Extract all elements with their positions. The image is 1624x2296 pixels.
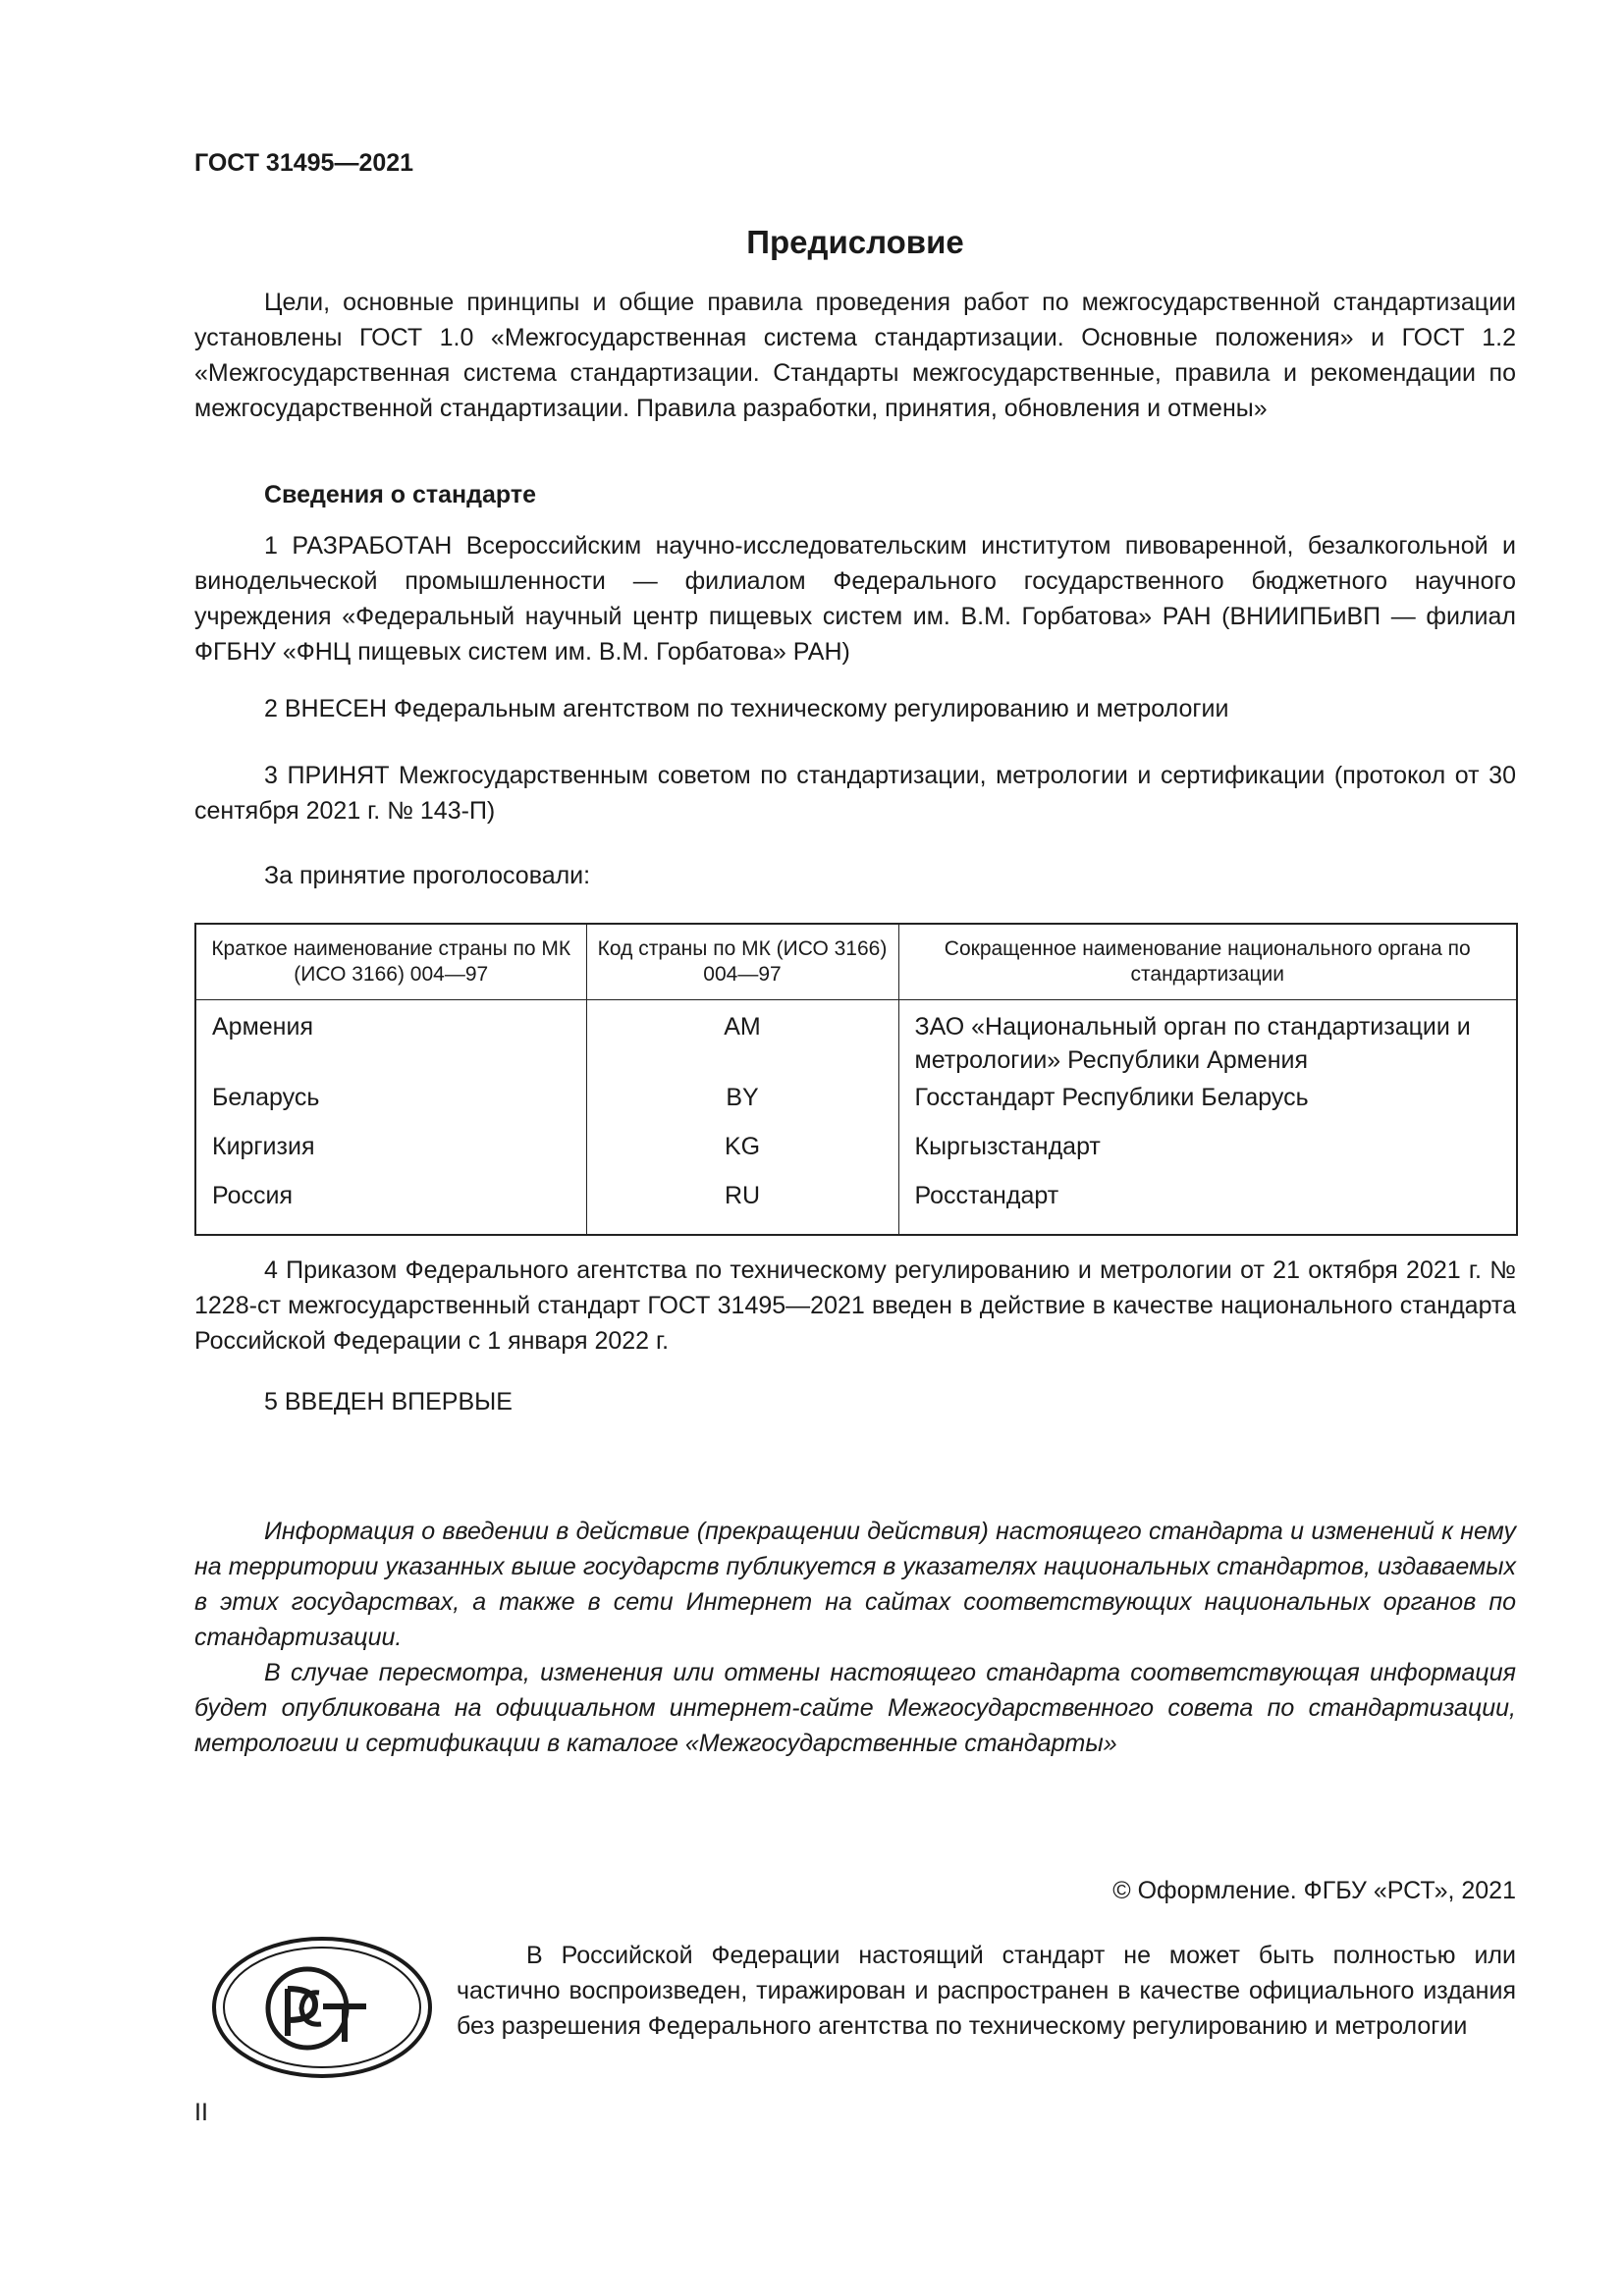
- cell-country: Россия: [212, 1182, 293, 1209]
- cell-country: Беларусь: [212, 1084, 320, 1111]
- page-number: II: [194, 2099, 208, 2126]
- column-header-code: Код страны по МК (ИСО 3166) 004—97: [586, 924, 898, 1000]
- vote-label: За принятие проголосовали:: [264, 862, 591, 889]
- table-row: [195, 1130, 1517, 1179]
- cell-country: Киргизия: [212, 1133, 315, 1160]
- rst-logo: [209, 1934, 435, 2086]
- cell-body: Росстандарт: [914, 1182, 1059, 1209]
- cell-code: RU: [586, 1179, 898, 1235]
- italic-info-paragraph-2: В случае пересмотра, изменения или отмены настоящего стандарта соответствующая информация будет опубликована на официальном интернет-сайте Межгосударственного совета по стандартизации, метрологии и сертификации в каталоге «Межгосударственные стандарты»: [194, 1659, 1516, 1757]
- table-row: [195, 1081, 1517, 1130]
- cell-country: Армения: [212, 1013, 313, 1041]
- intro-paragraph: Цели, основные принципы и общие правила проведения работ по межгосударственной стандартизации установлены ГОСТ 1.0 «Межгосударственная система стандартизации. Основные положения» и ГОСТ 1.2 «Межгосударственная система стандартизации. Стандарты межгосударственные, правила и рекомендации по межгосударственной стандартизации. Правила разработки, принятия, обновления и отмены»: [194, 289, 1516, 422]
- table-row: [195, 1179, 1517, 1235]
- copyright-line: © Оформление. ФГБУ «РСТ», 2021: [1112, 1877, 1516, 1904]
- page-title: Предисловие: [746, 224, 964, 260]
- rst-logo-icon: [209, 1934, 435, 2081]
- item-5-first-introduced: 5 ВВЕДЕН ВПЕРВЫЕ: [264, 1388, 513, 1415]
- item-2-introduced: 2 ВНЕСЕН Федеральным агентством по техническому регулированию и метрологии: [264, 695, 1229, 722]
- cell-code: AM: [586, 1000, 898, 1082]
- cell-body: ЗАО «Национальный орган по стандартизации и метрологии» Республики Армения: [914, 1013, 1471, 1074]
- cell-code: KG: [586, 1130, 898, 1179]
- item-1-developed: 1 РАЗРАБОТАН Всероссийским научно-исследовательским институтом пивоваренной, безалкогольной и винодельческой промышленности — филиалом Федерального государственного бюджетного научного учреждения «Федеральный научный центр пищевых систем им. В.М. Горбатова» РАН (ВНИИПБиВП — филиал ФГБНУ «ФНЦ пищевых систем им. В.М. Горбатова» РАН): [194, 532, 1516, 666]
- item-4-order: 4 Приказом Федерального агентства по техническому регулированию и метрологии от 21 октября 2021 г. № 1228-ст межгосударственный стандарт ГОСТ 31495—2021 введен в действие в качестве национального стандарта Российской Федерации с 1 января 2022 г.: [194, 1256, 1516, 1355]
- item-3-adopted: 3 ПРИНЯТ Межгосударственным советом по стандартизации, метрологии и сертификации (протокол от 30 сентября 2021 г. № 143-П): [194, 762, 1516, 825]
- table-row: [195, 1000, 1517, 1082]
- voting-countries-table: [194, 923, 1518, 1236]
- column-header-country: Краткое наименование страны по МК (ИСО 3166) 004—97: [195, 924, 586, 1000]
- cell-body: Кыргызстандарт: [914, 1133, 1101, 1160]
- italic-info-paragraph-1: Информация о введении в действие (прекращении действия) настоящего стандарта и изменений к нему на территории указанных выше государств публикуется в указателях национальных стандартов, издаваемых в этих государствах, а также в сети Интернет на сайтах соответствующих национальных органов по стандартизации.: [194, 1518, 1516, 1651]
- cell-body: Госстандарт Республики Беларусь: [914, 1084, 1309, 1111]
- reproduction-notice: В Российской Федерации настоящий стандарт не может быть полностью или частично воспроизведен, тиражирован и распространен в качестве официального издания без разрешения Федерального агентства по техническому регулированию и метрологии: [457, 1942, 1516, 2040]
- cell-code: BY: [586, 1081, 898, 1130]
- info-heading: Сведения о стандарте: [264, 481, 537, 508]
- table-header-row: [195, 924, 1517, 1000]
- document-header: ГОСТ 31495—2021: [194, 149, 414, 177]
- column-header-body: Сокращенное наименование национального органа по стандартизации: [898, 924, 1517, 1000]
